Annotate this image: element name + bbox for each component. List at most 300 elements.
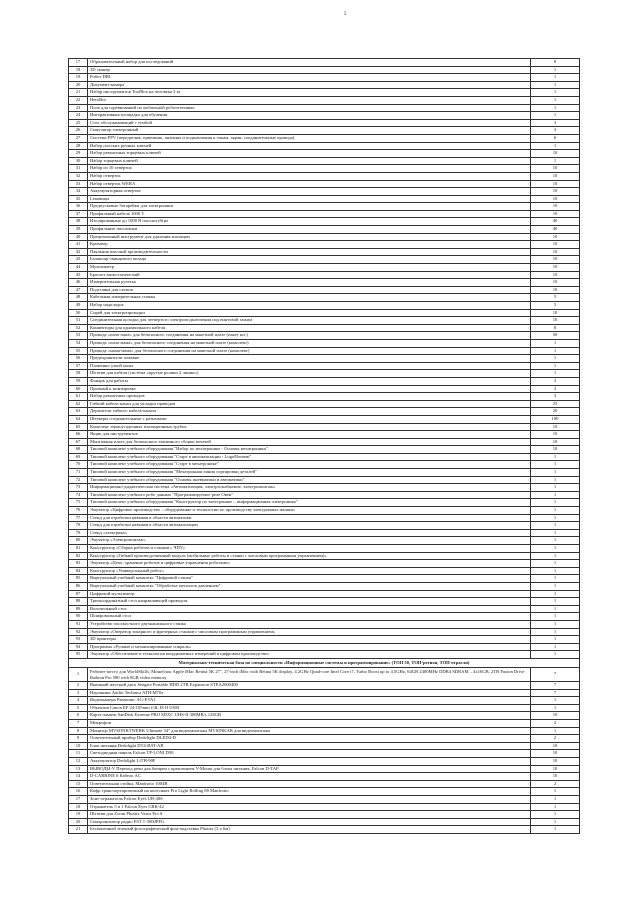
item-quantity: 1: [531, 96, 580, 104]
item-quantity: 1: [531, 811, 580, 819]
row-number: 7: [69, 720, 88, 728]
row-number: 81: [69, 545, 88, 553]
item-quantity: 1: [531, 74, 580, 82]
row-number: 20: [69, 818, 88, 826]
row-number: 61: [69, 393, 88, 401]
item-quantity: 1: [531, 507, 580, 515]
item-quantity: 1: [531, 575, 580, 583]
item-name: Профильные пассатижи: [88, 226, 531, 234]
item-name: Симулятор электронный: [88, 127, 531, 135]
row-number: 71: [69, 469, 88, 477]
item-quantity: 1: [531, 66, 580, 74]
item-quantity: 10: [531, 309, 580, 317]
row-number: 27: [69, 134, 88, 142]
item-name: Типовой комплект учебного оборудования "Старт в мехатронике": [88, 461, 531, 469]
item-quantity: 10: [531, 188, 580, 196]
table-row: [69, 188, 580, 196]
item-quantity: 10: [531, 431, 580, 439]
item-quantity: 1: [531, 605, 580, 613]
table-row: [69, 811, 580, 819]
item-name: Информационно-дидактическая система «Автоматизация, электроснабжение, электромонтаж»: [88, 484, 531, 492]
table-row: [69, 142, 580, 150]
item-quantity: 8: [531, 59, 580, 67]
row-number: 86: [69, 582, 88, 590]
row-number: 53: [69, 332, 88, 340]
item-quantity: 10: [531, 180, 580, 188]
row-number: 88: [69, 598, 88, 606]
item-name: Кабельная измерительная стяжка: [88, 294, 531, 302]
row-number: 64: [69, 415, 88, 423]
item-quantity: 10: [531, 742, 580, 750]
table-row: [69, 560, 580, 568]
item-quantity: 10: [531, 195, 580, 203]
table-row: [69, 499, 580, 507]
item-quantity: 100: [531, 415, 580, 423]
row-number: 12: [69, 758, 88, 766]
item-name: Держатели гибкого кабель-канала: [88, 408, 531, 416]
item-name: Провода «папа-мама» для безопасного соединения на макетной плате (комплект): [88, 339, 531, 347]
table-row: [69, 324, 580, 332]
item-name: Прецизионный инструмент для удаления изоляции: [88, 233, 531, 241]
item-quantity: 10: [531, 271, 580, 279]
item-name: Типовой комплект учебного оборудования "Конструктор по электронике – информационная электроника": [88, 499, 531, 507]
item-name: Рабочее место для WorldSkills: Моноблок Apple iMac Retina 5K 27", 27-inch iMac with Retina 5K display, 4.2GHz Quad-core Intel Core i7, Turbo Boost up to 4.5GHz, 64GB 2400MHz DDR4 SDRAM – 4x16GB, 2TB Fusion Drive Radeon Pro 580 with 8GB video memory: [88, 667, 531, 681]
item-quantity: 10: [531, 150, 580, 158]
item-quantity: 10: [531, 712, 580, 720]
item-name: Штекеры соединительные с разъемами: [88, 415, 531, 423]
item-quantity: 3: [531, 119, 580, 127]
table-row: [69, 241, 580, 249]
row-number: 21: [69, 826, 88, 834]
item-quantity: 1: [531, 590, 580, 598]
item-quantity: 1: [531, 484, 580, 492]
item-quantity: 1: [531, 529, 580, 537]
item-name: Набор из 10 отверток: [88, 165, 531, 173]
item-name: Набор торцевых ключей: [88, 157, 531, 165]
table-row: [69, 180, 580, 188]
item-name: Устройство плоскостного двухканального станка: [88, 620, 531, 628]
item-name: Набор плоских ручных ключей: [88, 142, 531, 150]
table-row: [69, 218, 580, 226]
row-number: 74: [69, 491, 88, 499]
row-number: 25: [69, 119, 88, 127]
table-row: [69, 582, 580, 590]
item-quantity: 1: [531, 582, 580, 590]
row-number: 55: [69, 347, 88, 355]
item-quantity: 10: [531, 446, 580, 454]
item-quantity: 1: [531, 104, 580, 112]
row-number: 36: [69, 203, 88, 211]
item-quantity: 10: [531, 317, 580, 325]
table-row: [69, 195, 580, 203]
item-quantity: 1: [531, 598, 580, 606]
item-name: Коннекторы для одножильного кабеля: [88, 324, 531, 332]
row-number: 75: [69, 499, 88, 507]
item-name: Штатив для Zoom Phottix Varos Pro S: [88, 811, 531, 819]
table-row: [69, 780, 580, 788]
item-name: Трехкоординатный стол направляющей приводом: [88, 598, 531, 606]
row-number: 39: [69, 226, 88, 234]
item-name: Комплект термоусадочных изоляционных трубок: [88, 423, 531, 431]
item-name: 3D сканер: [88, 66, 531, 74]
row-number: 63: [69, 408, 88, 416]
table-row: [69, 81, 580, 89]
item-quantity: 2: [531, 735, 580, 743]
row-number: 47: [69, 286, 88, 294]
row-number: 94: [69, 643, 88, 651]
item-name: Набор инструментов ToolBox на человека 3 кг: [88, 89, 531, 97]
table-row: [69, 415, 580, 423]
table-row: [69, 89, 580, 97]
table-row: [69, 826, 580, 834]
item-quantity: 1: [531, 545, 580, 553]
item-quantity: 1: [531, 796, 580, 804]
table-row: [69, 271, 580, 279]
item-name: Объектив Canon EF 24-105mm f/4L IS II USM: [88, 704, 531, 712]
item-quantity: 40: [531, 226, 580, 234]
item-name: Шлифовальный стол: [88, 613, 531, 621]
row-number: 16: [69, 788, 88, 796]
table-row: [69, 461, 580, 469]
item-quantity: 1: [531, 112, 580, 120]
item-name: Паяльник высокой производительности: [88, 248, 531, 256]
item-name: Система FPV (передатчик, приемник, антенны и подключения к очкам, экран, соединительные провода): [88, 134, 531, 142]
row-number: 15: [69, 780, 88, 788]
row-number: 21: [69, 89, 88, 97]
section-heading: Материально-техническая база по специальности «Информационные системы и программирование» (ТОП 50, ТОП-регион, ТОП-отрасли): [69, 658, 580, 667]
item-name: Виртуальный учебный комплекс "Цифровой станок": [88, 575, 531, 583]
item-name: Предпусковые батарейки для электроники: [88, 203, 531, 211]
item-quantity: 3: [531, 393, 580, 401]
item-name: Стенд для отработки навыков в области автоматизации: [88, 522, 531, 530]
item-quantity: 1: [531, 142, 580, 150]
row-number: 44: [69, 264, 88, 272]
table-row: [69, 507, 580, 515]
table-row: [69, 628, 580, 636]
item-quantity: 1: [531, 613, 580, 621]
table-row: [69, 438, 580, 446]
table-row: [69, 256, 580, 264]
row-number: 11: [69, 750, 88, 758]
item-name: Осветительная стойка, Manfrotto 1004B: [88, 780, 531, 788]
item-name: Карта памяти SanDisk Extreme PRO SDXC UHS-II 300MB/s 128GB: [88, 712, 531, 720]
table-row: [69, 758, 580, 766]
table-row: [69, 317, 580, 325]
table-row: [69, 423, 580, 431]
row-number: 57: [69, 362, 88, 370]
table-row: [69, 552, 580, 560]
item-quantity: 1: [531, 370, 580, 378]
row-number: 23: [69, 104, 88, 112]
table-row: [69, 697, 580, 705]
item-name: Эмулятор «Обеспечение и технология координатных измерений в цифровом производстве»: [88, 651, 531, 659]
table-row: [69, 119, 580, 127]
table-row: [69, 332, 580, 340]
item-quantity: 1: [531, 552, 580, 560]
item-quantity: 1: [531, 355, 580, 363]
item-quantity: 10: [531, 256, 580, 264]
item-name: Мультиметр: [88, 264, 531, 272]
table-row: [69, 476, 580, 484]
row-number: 54: [69, 339, 88, 347]
item-name: Lековицы: [88, 195, 531, 203]
table-row: [69, 818, 580, 826]
item-name: Робот DBI: [88, 74, 531, 82]
table-row: [69, 491, 580, 499]
item-name: Предохранители плавкие: [88, 355, 531, 363]
row-number: 70: [69, 461, 88, 469]
table-row: [69, 735, 580, 743]
row-number: 93: [69, 636, 88, 644]
item-quantity: 7: [531, 667, 580, 681]
item-name: Набор отверток: [88, 172, 531, 180]
table-row: [69, 172, 580, 180]
item-name: Типовой комплект учебного оборудования "Набор по мехатронике - Основы мехатроники": [88, 446, 531, 454]
table-row: [69, 210, 580, 218]
row-number: 52: [69, 324, 88, 332]
table-row: [69, 643, 580, 651]
row-number: 65: [69, 423, 88, 431]
item-quantity: 10: [531, 172, 580, 180]
item-quantity: 50: [531, 332, 580, 340]
item-quantity: 40: [531, 218, 580, 226]
item-name: Конструктор «Гибкий производственный модуль (мобильные роботы и станки с числовым программным управлением)»: [88, 552, 531, 560]
table-row: [69, 408, 580, 416]
item-quantity: 3: [531, 385, 580, 393]
row-number: 29: [69, 150, 88, 158]
item-quantity: 10: [531, 438, 580, 446]
row-number: 34: [69, 188, 88, 196]
row-number: 20: [69, 81, 88, 89]
item-quantity: 1: [531, 514, 580, 522]
row-number: 38: [69, 218, 88, 226]
item-quantity: 1: [531, 522, 580, 530]
table-row: [69, 294, 580, 302]
row-number: 9: [69, 735, 88, 743]
table-row: [69, 613, 580, 621]
item-name: Синхронизатор радио FST 1-3000PFG: [88, 818, 531, 826]
item-name: Набор надкладок: [88, 302, 531, 310]
table-row: [69, 339, 580, 347]
row-number: 56: [69, 355, 88, 363]
item-quantity: 10: [531, 279, 580, 287]
item-quantity: 10: [531, 203, 580, 211]
item-quantity: 25: [531, 400, 580, 408]
item-quantity: 10: [531, 233, 580, 241]
item-name: Провода «мама-мама» для безопасного соединения на макетной плате (комплект): [88, 347, 531, 355]
table-row: [69, 203, 580, 211]
row-number: 76: [69, 507, 88, 515]
table-row: [69, 651, 580, 659]
section-heading-row: [69, 658, 580, 667]
row-number: 43: [69, 256, 88, 264]
row-number: 62: [69, 400, 88, 408]
item-quantity: 1: [531, 537, 580, 545]
item-quantity: 10: [531, 241, 580, 249]
row-number: 22: [69, 96, 88, 104]
item-name: Стенд для отработки навыков в области автоматики: [88, 514, 531, 522]
item-name: Осветительный прибор Dedolight DLED4-D: [88, 735, 531, 743]
item-name: Аккумуляторная отвертка: [88, 188, 531, 196]
row-number: 46: [69, 279, 88, 287]
item-quantity: 1: [531, 643, 580, 651]
item-name: Эмулятор «Цепь: хранение роботов и цифровые управления роботами»: [88, 560, 531, 568]
table-row: [69, 74, 580, 82]
item-quantity: 3: [531, 377, 580, 385]
item-quantity: 10: [531, 165, 580, 173]
row-number: 49: [69, 302, 88, 310]
item-quantity: 1: [531, 803, 580, 811]
table-row: [69, 248, 580, 256]
item-name: Эмулятор «Цифровое производство – оборудование и технологии по производству электронных машин»: [88, 507, 531, 515]
item-name: Зонт-отражатель Falcon Eyes UR-48S: [88, 796, 531, 804]
row-number: 19: [69, 811, 88, 819]
row-number: 66: [69, 431, 88, 439]
table-row: [69, 226, 580, 234]
row-number: 78: [69, 522, 88, 530]
item-name: Аккумулятор Dedolight LiTH-90F: [88, 758, 531, 766]
item-name: Спрей для электропроводки: [88, 309, 531, 317]
item-name: Интерактивная площадка для обучения: [88, 112, 531, 120]
item-quantity: 7: [531, 689, 580, 697]
item-name: D-CARBINE 6 Кабель AC: [88, 773, 531, 781]
item-name: Штатив для кабеля (система «крутые ролики 2 линии»): [88, 370, 531, 378]
item-quantity: 1: [531, 157, 580, 165]
table-row: [69, 803, 580, 811]
table-row: [69, 469, 580, 477]
row-number: 3: [69, 689, 88, 697]
item-name: Ящик для инструментов: [88, 431, 531, 439]
item-quantity: 10: [531, 423, 580, 431]
row-number: 4: [69, 697, 88, 705]
item-quantity: 1: [531, 704, 580, 712]
item-name: Наушники Audio-Technica ATH-M70x: [88, 689, 531, 697]
table-row: [69, 150, 580, 158]
item-name: Стол обслуживающий с тумбой: [88, 119, 531, 127]
item-name: Прочный к монтировке: [88, 385, 531, 393]
item-quantity: 2: [531, 720, 580, 728]
row-number: 90: [69, 613, 88, 621]
item-name: Пламенно узкой пилы: [88, 362, 531, 370]
table-row: [69, 104, 580, 112]
item-quantity: 1: [531, 651, 580, 659]
row-number: 41: [69, 241, 88, 249]
table-row: [69, 286, 580, 294]
item-quantity: 3: [531, 127, 580, 135]
table-row: [69, 127, 580, 135]
row-number: 45: [69, 271, 88, 279]
row-number: 17: [69, 796, 88, 804]
item-quantity: 10: [531, 210, 580, 218]
item-quantity: 1: [531, 339, 580, 347]
table-row: [69, 264, 580, 272]
row-number: 24: [69, 112, 88, 120]
item-name: Отражатель 5 в 1 Falcon Eyes CRK-42: [88, 803, 531, 811]
table-row: [69, 750, 580, 758]
table-row: [69, 96, 580, 104]
row-number: 37: [69, 210, 88, 218]
item-name: Образовательный набор для исследований: [88, 59, 531, 67]
row-number: 18: [69, 803, 88, 811]
table-row: [69, 279, 580, 287]
row-number: 28: [69, 142, 88, 150]
item-quantity: 10: [531, 765, 580, 773]
table-row: [69, 689, 580, 697]
item-quantity: 1: [531, 788, 580, 796]
item-quantity: 5: [531, 302, 580, 310]
table-row: [69, 377, 580, 385]
item-name: Набор ремонтных проводов: [88, 393, 531, 401]
page-number: 5: [344, 12, 347, 17]
item-quantity: 1: [531, 628, 580, 636]
table-row: [69, 66, 580, 74]
equipment-table: [68, 58, 580, 834]
row-number: 48: [69, 294, 88, 302]
table-row: [69, 393, 580, 401]
row-number: 59: [69, 377, 88, 385]
row-number: 72: [69, 476, 88, 484]
item-quantity: 1: [531, 476, 580, 484]
table-row: [69, 537, 580, 545]
row-number: 40: [69, 233, 88, 241]
item-name: Микрофон: [88, 720, 531, 728]
item-quantity: 1: [531, 697, 580, 705]
item-name: Бесконечный зеленый фотографический фон-подставка Phottix (3 x 6м): [88, 826, 531, 834]
row-number: 79: [69, 529, 88, 537]
table-row: [69, 514, 580, 522]
item-quantity: 1: [531, 469, 580, 477]
item-name: Типовой комплект учебного оборудования "Основы пневматики и автоматики": [88, 476, 531, 484]
item-name: Конструктор «Универсальный робот»: [88, 567, 531, 575]
item-quantity: 6: [531, 134, 580, 142]
row-number: 31: [69, 165, 88, 173]
row-number: 51: [69, 317, 88, 325]
item-quantity: 8: [531, 324, 580, 332]
item-name: Стенд «электрика»: [88, 529, 531, 537]
item-name: Браслет антистатический: [88, 271, 531, 279]
row-number: 80: [69, 537, 88, 545]
table-row: [69, 796, 580, 804]
item-name: Типовой комплект учебного оборудования "Мехатронная линия сортировки деталей": [88, 469, 531, 477]
row-number: 18: [69, 66, 88, 74]
row-number: 82: [69, 552, 88, 560]
table-row: [69, 720, 580, 728]
item-name: Подставка для схемок: [88, 286, 531, 294]
item-quantity: 1: [531, 620, 580, 628]
row-number: 35: [69, 195, 88, 203]
item-name: Измерительная рулетка: [88, 279, 531, 287]
table-row: [69, 529, 580, 537]
item-quantity: 10: [531, 264, 580, 272]
item-quantity: 20: [531, 408, 580, 416]
row-number: 19: [69, 74, 88, 82]
item-quantity: 1: [531, 727, 580, 735]
table-row: [69, 400, 580, 408]
table-row: [69, 620, 580, 628]
row-number: 87: [69, 590, 88, 598]
item-name: Кримпер: [88, 241, 531, 249]
item-name: Виртуальный учебный комплекс "Обработка металлов давлением": [88, 582, 531, 590]
item-quantity: 1: [531, 567, 580, 575]
table-row: [69, 773, 580, 781]
item-quantity: 1: [531, 89, 580, 97]
item-name: Программа «Ручные и механизированные спираль»: [88, 643, 531, 651]
item-name: Гибкий кабель-канал для укладки проводов: [88, 400, 531, 408]
item-name: Цифровой мультиметр: [88, 590, 531, 598]
row-number: 92: [69, 628, 88, 636]
row-number: 69: [69, 453, 88, 461]
item-quantity: 10: [531, 773, 580, 781]
